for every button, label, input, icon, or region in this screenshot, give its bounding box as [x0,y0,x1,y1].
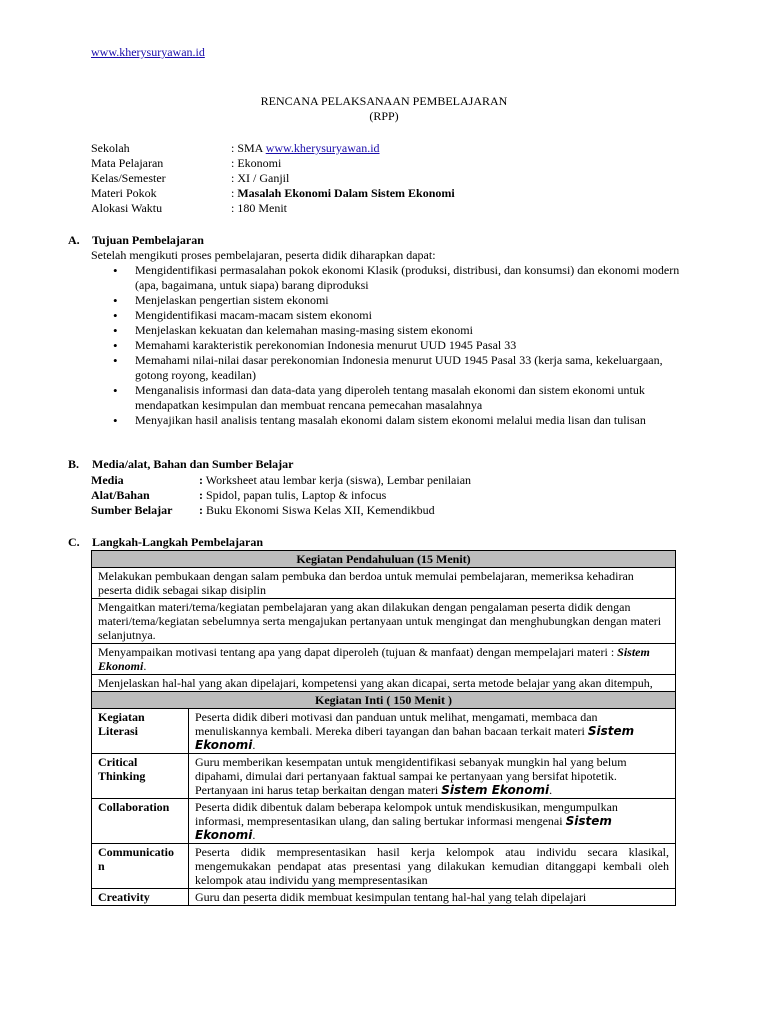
section-c-heading [68,535,263,550]
row-text: Guru memberikan kesempatan untuk mengidentifikasi sebanyak mungkin hal yang belum dipahami, dimulai dari pertanyaan faktual sampai ke pertanyaan yang bersifat hipotetik. Pertanyaan ini harus tetap berkaitan dengan materi [195,755,627,797]
list-item: • Memahami karakteristik perekonomian Indonesia menurut UUD 1945 Pasal 33 [91,338,681,353]
emphasis-text: Sistem Ekonomi [98,645,650,673]
website-link[interactable]: www.kherysuryawan.id [91,45,205,59]
media-row [91,473,471,488]
steps-table [91,550,676,906]
alat-label: Alat/Bahan [91,488,150,502]
pendahuluan-header: Kegiatan Pendahuluan (15 Menit) [92,551,676,568]
table-row [92,644,676,675]
section-b-heading [68,457,293,472]
activity-text [189,709,676,754]
school-link[interactable]: www.kherysuryawan.id [265,141,380,155]
info-value: : SMA [231,141,266,155]
info-mapel [91,156,281,171]
info-label: Materi Pokok [91,186,157,200]
list-item: • Memahami nilai-nilai dasar perekonomian Indonesia menurut UUD 1945 Pasal 33 (kerja sama, kekeluargaan, gotong royong, keadilan) [91,353,681,383]
activity-label: Critical Thinking [92,754,189,799]
activity-text: Peserta didik mempresentasikan hasil kerja kelompok atau individu secara klasikal, mengemukakan pendapat atas presentasi yang dilakukan kemudian ditanggapi kembali oleh kelompok atau individu yang mempresentasikan [189,844,676,889]
section-title: Media/alat, Bahan dan Sumber Belajar [92,457,294,471]
info-label: Mata Pelajaran [91,156,164,170]
alat-value: Spidol, papan tulis, Laptop & infocus [203,488,387,502]
media-label: Media [91,473,124,487]
list-item: • Menjelaskan pengertian sistem ekonomi [91,293,681,308]
table-row: Mengaitkan materi/tema/kegiatan pembelajaran yang akan dilakukan dengan pengalaman peserta didik dengan materi/tema/kegiatan sebelumnya serta mengajukan pertanyaan untuk mengingat dan menghubungkan dengan materi selanjutnya. [92,599,676,644]
emphasis-text: Sistem Ekonomi [195,814,612,842]
row-text: . [252,828,256,842]
list-item: • Menyajikan hasil analisis tentang masalah ekonomi dalam sistem ekonomi melalui media lisan dan tulisan [91,413,681,428]
sumber-label: Sumber Belajar [91,503,173,517]
doc-title: RENCANA PELAKSANAAN PEMBELAJARAN [260,94,508,108]
activity-label: Collaboration [92,799,189,844]
info-value: : XI / Ganjil [231,171,290,185]
info-value: Masalah Ekonomi Dalam Sistem Ekonomi [237,186,455,200]
emphasis-text: Sistem Ekonomi [195,724,635,752]
info-colon: : [231,186,238,200]
info-sekolah [91,141,380,156]
goals-list [91,263,681,428]
info-value: : Ekonomi [231,156,282,170]
row-text: Peserta didik dibentuk dalam beberapa kelompok untuk mendiskusikan, mengumpulkan informasi, mempresentasikan ulang, dan saling bertukar informasi mengenai [195,800,618,828]
section-title: Tujuan Pembelajaran [92,233,204,247]
list-item: • Menganalisis informasi dan data-data yang diperoleh tentang masalah ekonomi dan sistem ekonomi untuk mendapatkan kesimpulan dan membuat rencana pemecahan masalahnya [91,383,681,413]
table-row: Melakukan pembukaan dengan salam pembuka dan berdoa untuk memulai pembelajaran, memeriksa kehadiran peserta didik sebagai sikap disiplin [92,568,676,599]
sumber-row [91,503,435,518]
inti-header: Kegiatan Inti ( 150 Menit ) [92,692,676,709]
activity-text: Guru dan peserta didik membuat kesimpulan tentang hal-hal yang telah dipelajari [189,889,676,906]
activity-text [189,754,676,799]
media-value: Worksheet atau lembar kerja (siswa), Lembar penilaian [203,473,472,487]
list-item: • Mengidentifikasi macam-macam sistem ekonomi [91,308,681,323]
table-row: Menjelaskan hal-hal yang akan dipelajari, kompetensi yang akan dicapai, serta metode belajar yang akan ditempuh, [92,675,676,692]
doc-subtitle: (RPP) [369,109,399,123]
row-text: . [549,783,553,797]
section-number: B. [68,457,80,471]
activity-label: Creativity [92,889,189,906]
colon: : [199,503,203,517]
info-value: : 180 Menit [231,201,287,215]
section-a-intro: Setelah mengikuti proses pembelajaran, peserta didik diharapkan dapat: [91,248,436,262]
info-label: Alokasi Waktu [91,201,163,215]
activity-label: Kegiatan Literasi [92,709,189,754]
row-text: . [252,738,256,752]
info-label: Kelas/Semester [91,171,166,185]
activity-label: Communicatio n [92,844,189,889]
emphasis-text: Sistem Ekonomi [441,783,550,797]
sumber-value: Buku Ekonomi Siswa Kelas XII, Kemendikbud [203,503,435,517]
info-alokasi [91,201,287,216]
activity-text [189,799,676,844]
list-item: • Menjelaskan kekuatan dan kelemahan masing-masing sistem ekonomi [91,323,681,338]
alat-row [91,488,386,503]
section-number: C. [68,535,80,549]
info-materi [91,186,455,201]
row-text: Menyampaikan motivasi tentang apa yang dapat diperoleh (tujuan & manfaat) dengan mempelajari materi : [98,645,618,659]
colon: : [199,488,203,502]
row-text: . [143,659,147,673]
colon: : [199,473,203,487]
info-kelas [91,171,289,186]
info-label: Sekolah [91,141,130,155]
list-item: • Mengidentifikasi permasalahan pokok ekonomi Klasik (produksi, distribusi, dan konsumsi) dan ekonomi modern (apa, bagaimana, untuk siapa) barang diproduksi [91,263,681,293]
section-number: A. [68,233,80,247]
section-title: Langkah-Langkah Pembelajaran [92,535,264,549]
section-a-heading [68,233,204,248]
row-text: Peserta didik diberi motivasi dan panduan untuk melihat, mengamati, membaca dan menuliskannya kembali. Mereka diberi tayangan dan bahan bacaan terkait materi [195,710,598,738]
